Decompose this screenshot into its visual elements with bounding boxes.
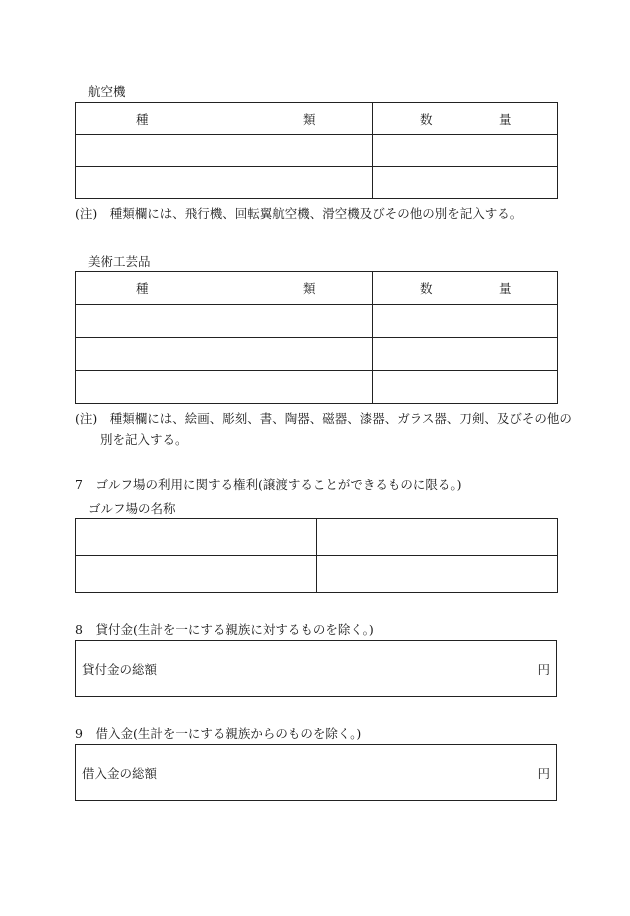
borrowings-total-label: 借入金の総額 — [82, 765, 158, 781]
golf-table — [75, 518, 558, 593]
art-type-cell[interactable] — [76, 371, 373, 404]
loans-total-field[interactable] — [75, 640, 557, 697]
art-table — [75, 271, 558, 404]
aircraft-type-cell[interactable] — [76, 135, 373, 167]
aircraft-note: (注) 種類欄には、飛行機、回転翼航空機、滑空機及びその他の別を記入する。 — [75, 206, 523, 221]
golf-name-cell[interactable] — [76, 519, 317, 556]
borrowings-total-field[interactable] — [75, 744, 557, 801]
borrowings-section-heading: 9 借入金(生計を一にする親族からのものを除く。) — [75, 726, 362, 741]
aircraft-header-quantity — [373, 103, 558, 135]
header-char: 数 — [420, 111, 433, 127]
loans-section-heading: 8 貸付金(生計を一にする親族に対するものを除く。) — [75, 622, 374, 637]
header-char: 類 — [303, 281, 316, 296]
header-char: 数 — [420, 281, 433, 296]
yen-unit: 円 — [537, 765, 550, 781]
golf-subtitle: ゴルフ場の名称 — [88, 501, 176, 516]
aircraft-type-cell[interactable] — [76, 167, 373, 199]
loans-total-label: 貸付金の総額 — [82, 661, 158, 677]
art-quantity-cell[interactable] — [373, 305, 558, 338]
header-char: 種 — [136, 281, 149, 296]
header-char: 種 — [136, 111, 149, 127]
golf-name-cell[interactable] — [76, 556, 317, 593]
aircraft-quantity-cell[interactable] — [373, 135, 558, 167]
aircraft-table — [75, 102, 558, 199]
art-header-type — [76, 272, 373, 305]
aircraft-section-title: 航空機 — [88, 84, 126, 99]
header-char: 量 — [499, 111, 512, 127]
golf-section-heading: 7 ゴルフ場の利用に関する権利(譲渡することができるものに限る。) — [75, 477, 462, 492]
golf-name-cell[interactable] — [317, 519, 558, 556]
art-section-title: 美術工芸品 — [88, 254, 151, 269]
art-note-line1: (注) 種類欄には、絵画、彫刻、書、陶器、磁器、漆器、ガラス器、刀剣、及びその他の — [75, 411, 572, 426]
art-note-line2: 別を記入する。 — [100, 432, 188, 447]
art-type-cell[interactable] — [76, 305, 373, 338]
yen-unit: 円 — [537, 661, 550, 677]
art-header-quantity — [373, 272, 558, 305]
aircraft-header-type — [76, 103, 373, 135]
golf-name-cell[interactable] — [317, 556, 558, 593]
art-quantity-cell[interactable] — [373, 338, 558, 371]
header-char: 量 — [499, 281, 512, 296]
art-quantity-cell[interactable] — [373, 371, 558, 404]
aircraft-quantity-cell[interactable] — [373, 167, 558, 199]
header-char: 類 — [303, 111, 316, 127]
art-type-cell[interactable] — [76, 338, 373, 371]
